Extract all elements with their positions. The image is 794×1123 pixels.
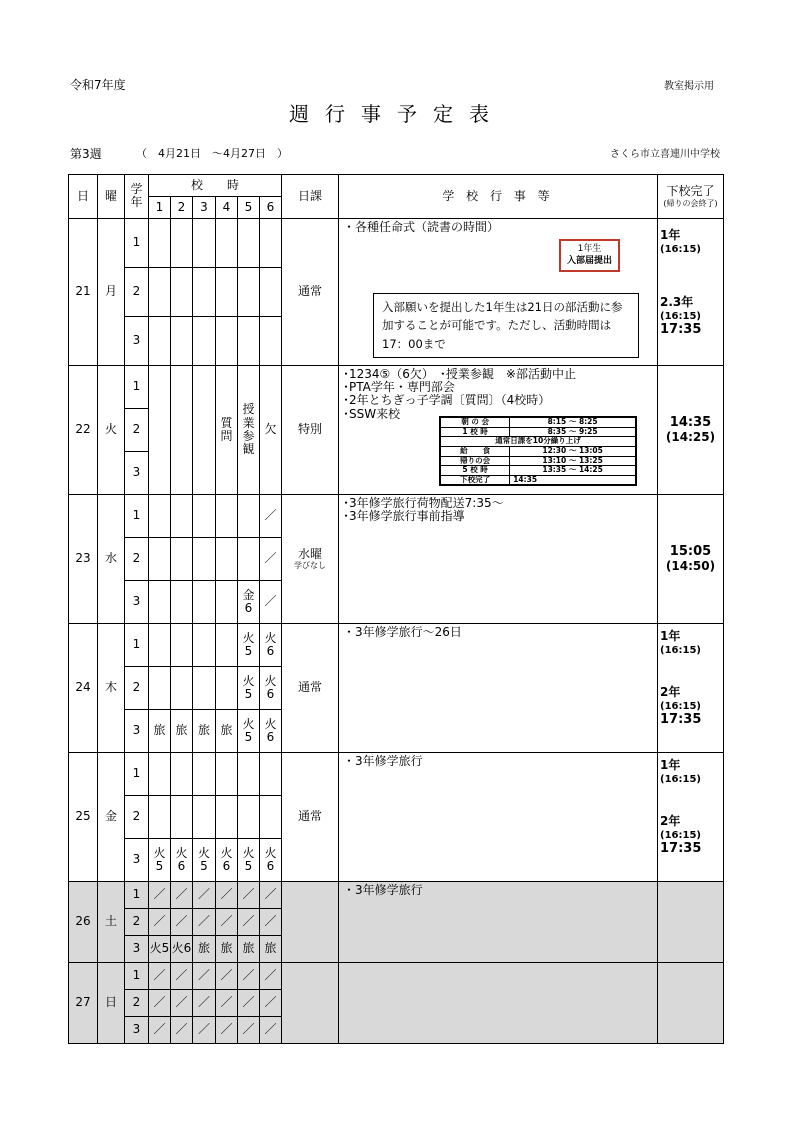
trip-cell: 旅	[216, 936, 238, 963]
day-number: 27	[69, 963, 98, 1044]
grade-label: 2	[125, 538, 149, 581]
col-header-weekday: 曜	[98, 175, 125, 219]
trip-cell: 旅	[193, 936, 216, 963]
table-row	[69, 366, 724, 409]
schedule-type	[282, 882, 339, 963]
grade-label: 1	[125, 753, 149, 796]
swap-cell: 火5	[238, 710, 260, 753]
event-item: ・3年修学旅行	[343, 754, 423, 768]
col-header-periods: 校 時	[149, 175, 282, 197]
events-cell	[339, 882, 658, 963]
finish-time: 1年 (16:15) 2年 (16:15) 17:35	[658, 753, 724, 882]
schedule-type	[282, 963, 339, 1044]
cancelled-cell: ／	[260, 538, 282, 581]
weekday: 水	[98, 495, 125, 624]
date-range: （ 4月21日 ～4月27日 ）	[136, 147, 288, 160]
grade-label: 3	[125, 839, 149, 882]
page-title: 週行事予定表	[289, 102, 505, 126]
period-1: 1	[149, 197, 171, 219]
weekday: 金	[98, 753, 125, 882]
finish-time	[658, 963, 724, 1044]
event-item: ･3年修学旅行荷物配送7:35～	[343, 496, 504, 510]
schedule-type: 通常	[282, 753, 339, 882]
grade-label: 3	[125, 936, 149, 963]
events-cell	[339, 366, 658, 495]
events-cell	[339, 753, 658, 882]
schedule-type: 通常	[282, 219, 339, 366]
grade-label: 3	[125, 452, 149, 495]
finish-time: 15:05 (14:50)	[658, 495, 724, 624]
day-number: 21	[69, 219, 98, 366]
day-number: 25	[69, 753, 98, 882]
finish-time: 1年 (16:15) 2年 (16:15) 17:35	[658, 624, 724, 753]
period5-note: 授業参観	[238, 366, 260, 495]
weekday: 日	[98, 963, 125, 1044]
event-item: ･3年修学旅行事前指導	[343, 509, 465, 524]
table-row	[69, 495, 724, 538]
grade-label: 2	[125, 268, 149, 317]
swap-cell: 火5	[149, 936, 171, 963]
period-6: 6	[260, 197, 282, 219]
grade-label: 3	[125, 710, 149, 753]
trip-cell: 旅	[171, 710, 193, 753]
swap-cell: 金6	[238, 581, 260, 624]
weekday: 木	[98, 624, 125, 753]
swap-cell: 火6	[216, 839, 238, 882]
swap-cell: 火6	[171, 936, 193, 963]
grade-label: 1	[125, 495, 149, 538]
col-header-finish: 下校完了 (帰りの会終了)	[658, 175, 724, 219]
grade-label: 3	[125, 581, 149, 624]
grade-label: 1	[125, 219, 149, 268]
event-item: ・各種任命式（読書の時間）	[343, 220, 500, 234]
grade-label: 2	[125, 990, 149, 1017]
posting-label: 教室掲示用	[664, 81, 714, 92]
period4-note: 質問	[216, 366, 238, 495]
col-header-grade: 学年	[125, 175, 149, 219]
cancelled-cell: ／	[260, 581, 282, 624]
grade-label: 3	[125, 317, 149, 366]
trip-cell: 旅	[260, 936, 282, 963]
period-2: 2	[171, 197, 193, 219]
event-item: ･SSW来校	[343, 406, 401, 421]
events-cell	[339, 963, 658, 1044]
swap-cell: 火6	[260, 624, 282, 667]
weekday: 土	[98, 882, 125, 963]
grade-label: 1	[125, 624, 149, 667]
event-item: ･2年とちぎっ子学調〔質問〕（4校時）	[343, 393, 551, 408]
event-item: ・3年修学旅行～26日	[343, 625, 462, 639]
table-row: 27 日 1 ／ ／ ／ ／ ／ ／	[69, 963, 724, 990]
grade-label: 2	[125, 909, 149, 936]
events-cell	[339, 624, 658, 753]
table-row	[69, 219, 724, 268]
grade-label: 2	[125, 409, 149, 452]
events-cell	[339, 219, 658, 366]
grade-label: 2	[125, 667, 149, 710]
cancelled-cell: ／	[260, 495, 282, 538]
swap-cell: 火6	[171, 839, 193, 882]
day-number: 26	[69, 882, 98, 963]
day-number: 23	[69, 495, 98, 624]
trip-cell: 旅	[149, 710, 171, 753]
table-row: 26 土 1 ／ ／ ／ ／ ／ ／ ・3年修学旅行	[69, 882, 724, 909]
finish-time: 1年 (16:15) 2.3年 (16:15) 17:35	[658, 219, 724, 366]
table-row	[69, 624, 724, 667]
trip-cell: 旅	[193, 710, 216, 753]
fiscal-year: 令和7年度	[70, 78, 126, 92]
day-number: 22	[69, 366, 98, 495]
grade-label: 2	[125, 796, 149, 839]
trip-cell: 旅	[216, 710, 238, 753]
swap-cell: 火6	[260, 839, 282, 882]
col-header-day: 日	[69, 175, 98, 219]
event-item: ･PTA学年・専門部会	[343, 380, 455, 395]
grade-label: 3	[125, 1017, 149, 1044]
col-header-events: 学 校 行 事 等	[339, 175, 658, 219]
club-notice: 入部願いを提出した1年生は21日の部活動に参加することが可能です。ただし、活動時間は 17：00まで	[373, 293, 639, 358]
swap-cell: 火5	[238, 667, 260, 710]
period-3: 3	[193, 197, 216, 219]
day-number: 24	[69, 624, 98, 753]
finish-time: 14:35 (14:25)	[658, 366, 724, 495]
special-timetable: 朝 の 会 8:15 ～ 8:25 1 校 時 8:35 ～ 9:25 通常日課を10分繰り上げ 給 食 12:30 ～ 13:05 帰りの会 13:10 ～ 13:25 5 校 時 13:35 ～ 14:25 下校完了 14:35	[439, 416, 637, 486]
schedule-type: 水曜 学びなし	[282, 495, 339, 624]
trip-cell: 旅	[238, 936, 260, 963]
club-entry-badge: 1年生 入部届提出	[559, 239, 620, 272]
finish-time	[658, 882, 724, 963]
school-name: さくら市立喜連川中学校	[610, 149, 720, 160]
schedule-type: 特別	[282, 366, 339, 495]
swap-cell: 火6	[260, 667, 282, 710]
weekday: 月	[98, 219, 125, 366]
table-row	[69, 753, 724, 796]
swap-cell: 火5	[149, 839, 171, 882]
swap-cell: 火5	[238, 839, 260, 882]
event-item: ・3年修学旅行	[343, 883, 423, 897]
period-4: 4	[216, 197, 238, 219]
weekday: 火	[98, 366, 125, 495]
period-5: 5	[238, 197, 260, 219]
event-item: ･1234⑤（6欠） ･授業参観 ※部活動中止	[343, 367, 576, 381]
week-number: 第3週	[70, 147, 102, 161]
weekly-schedule-table: 日 曜 学年 校 時 日課 学 校 行 事 等 下校完了 (帰りの会終了) 1 2 3 4 5 6 21 月 1 通常 ・各種任命式（読書の時間） 1年生 入部届提出 入部願いを提出した1年生は21日の部活動に参加することが可能です。ただし、活動時間は 17：00まで 1年 (16:15) 2.3年 (16:15) 17:35 2 3 22 火 1 質問 授業参観 欠 特別 ･1234⑤（6欠） ･授業参観 ※部活動中止 ･PTA学年・専門部会 ･2年とちぎっ子学調〔質問〕（4校時） ･SSW来校 朝 の 会 8:15 ～ 8:25 1 校 時 8:35 ～ 9:25 通常日課を10分繰り上げ 給 食 12:30 ～ 13:05 帰りの会 13:10 ～ 13:25 5 校 時 13:35 ～ 14:25 下校完了 14:35 14:35 (14:25) 2 3 23 水 1 ／ 水曜 学びなし ･3年修学旅行荷物配送7:35～ ･3年修学旅行事前指導 15:05 (14:50) 2 ／ 3 金6 ／ 24 木 1 火5 火6 通常 ・3年修学旅行～26日 1年 (16:15) 2年 (16:15) 17:35 2 火5 火6 3 旅 旅 旅 旅 火5 火6 25 金 1 通常 ・3年修学旅行 1年 (16:15) 2年 (16:15) 17:35 2 3 火5 火6 火5 火6 火5 火6 26 土 1 ／ ／ ／ ／ ／ ／ ・3年修学旅行 2 ／ ／ ／ ／ ／ ／ 3 火5 火6 旅 旅 旅 旅 27 日 1 ／ ／ ／ ／ ／ ／ 2 ／ ／ ／ ／ ／ ／ 3 ／ ／ ／ ／ ／ ／	[68, 174, 724, 1044]
grade-label: 1	[125, 963, 149, 990]
grade-label: 1	[125, 366, 149, 409]
period6-note: 欠	[260, 366, 282, 495]
swap-cell: 火5	[193, 839, 216, 882]
swap-cell: 火5	[238, 624, 260, 667]
schedule-type: 通常	[282, 624, 339, 753]
events-cell	[339, 495, 658, 624]
swap-cell: 火6	[260, 710, 282, 753]
col-header-schedule: 日課	[282, 175, 339, 219]
grade-label: 1	[125, 882, 149, 909]
